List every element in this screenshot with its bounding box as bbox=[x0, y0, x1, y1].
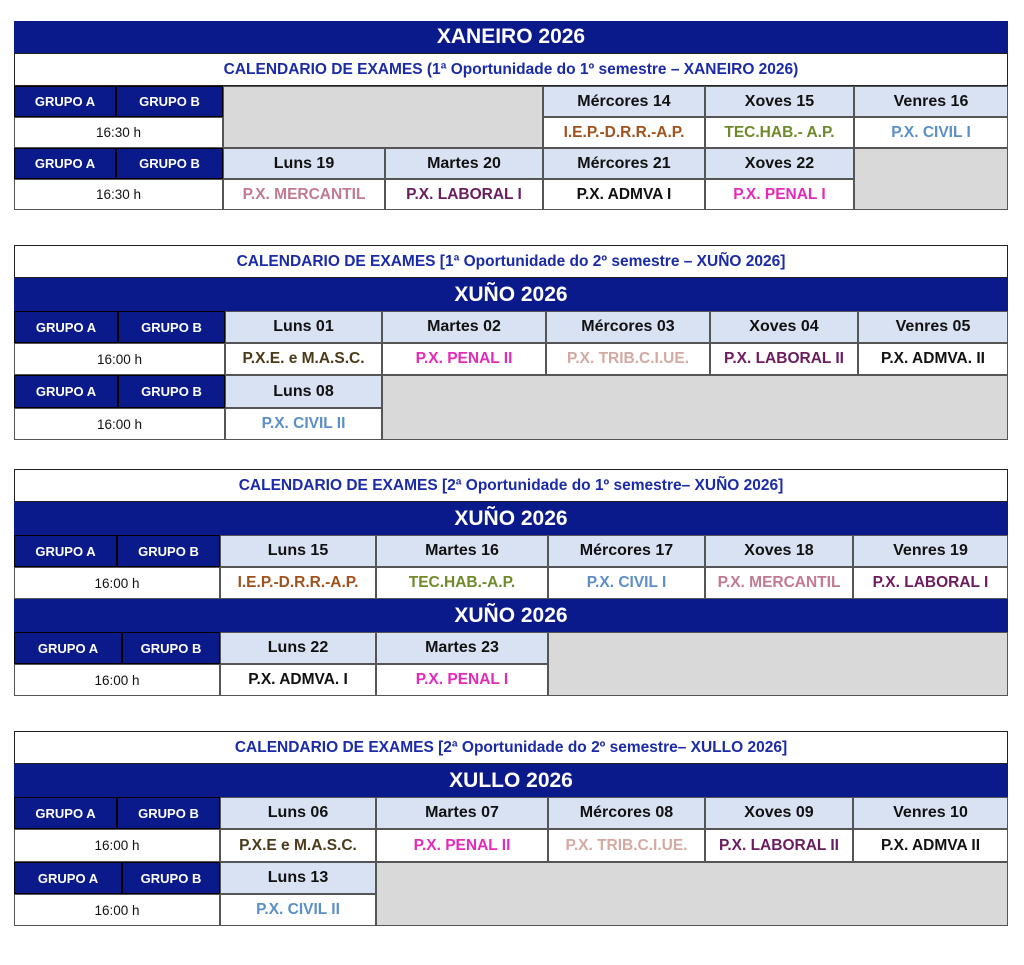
day-header: Venres 19 bbox=[853, 535, 1008, 567]
calendar-block-xuno-2 bbox=[14, 469, 1008, 696]
day-header: Luns 13 bbox=[220, 862, 376, 894]
exam-subject: P.X. MERCANTIL bbox=[705, 567, 853, 599]
group-b-label: GRUPO B bbox=[117, 535, 220, 567]
group-b-label: GRUPO B bbox=[116, 148, 223, 179]
day-header: Luns 08 bbox=[225, 375, 382, 408]
month-banner bbox=[14, 278, 1008, 311]
exam-time: 16:00 h bbox=[14, 894, 220, 926]
block-title: CALENDARIO DE EXAMES [1ª Oportunidade do 2º semestre – XUÑO 2026] bbox=[14, 245, 1008, 278]
exam-subject: P.X. LABORAL I bbox=[385, 179, 543, 210]
exam-subject: P.X. ADMVA I bbox=[543, 179, 705, 210]
month-title: XULLO 2026 bbox=[14, 764, 1008, 797]
day-header: Martes 07 bbox=[376, 797, 548, 829]
month-title: XUÑO 2026 bbox=[14, 278, 1008, 311]
day-header: Luns 15 bbox=[220, 535, 376, 567]
block-title: CALENDARIO DE EXAMES [2ª Oportunidade do 1º semestre– XUÑO 2026] bbox=[14, 469, 1008, 502]
exam-subject: P.X. CIVIL I bbox=[548, 567, 705, 599]
calendar-block-xaneiro bbox=[14, 21, 1008, 210]
day-header: Mércores 21 bbox=[543, 148, 705, 179]
week2-header-row bbox=[14, 862, 1008, 894]
day-header: Martes 16 bbox=[376, 535, 548, 567]
calendar-block-xuno-1 bbox=[14, 245, 1008, 440]
day-header: Xoves 22 bbox=[705, 148, 854, 179]
block-title: CALENDARIO DE EXAMES [2ª Oportunidade do 2º semestre– XULLO 2026] bbox=[14, 731, 1008, 764]
week2-exam-row bbox=[14, 894, 1008, 926]
block-title-row bbox=[14, 731, 1008, 764]
day-header: Luns 01 bbox=[225, 311, 382, 343]
exam-subject: P.X. PENAL I bbox=[376, 664, 548, 696]
exam-subject: P.X. CIVIL I bbox=[854, 117, 1008, 148]
week2-header-row bbox=[14, 632, 1008, 664]
day-header: Xoves 04 bbox=[710, 311, 858, 343]
month-banner bbox=[14, 764, 1008, 797]
week1-exam-row bbox=[14, 343, 1008, 375]
week2-exam-row bbox=[14, 664, 1008, 696]
exam-subject: P.X. MERCANTIL bbox=[223, 179, 385, 210]
day-header: Venres 16 bbox=[854, 86, 1008, 117]
day-header: Venres 10 bbox=[853, 797, 1008, 829]
day-header: Luns 06 bbox=[220, 797, 376, 829]
group-a-label: GRUPO A bbox=[14, 535, 117, 567]
exam-time: 16:30 h bbox=[14, 179, 223, 210]
week2-header-row bbox=[14, 375, 1008, 408]
exam-time: 16:00 h bbox=[14, 664, 220, 696]
exam-time: 16:00 h bbox=[14, 829, 220, 862]
exam-subject: P.X. PENAL I bbox=[705, 179, 854, 210]
week2-exam-row bbox=[14, 179, 1008, 210]
exam-time: 16:00 h bbox=[14, 343, 225, 375]
exam-subject: P.X. TRIB.C.I.UE. bbox=[548, 829, 705, 862]
exam-subject: P.X. ADMVA. I bbox=[220, 664, 376, 696]
group-b-label: GRUPO B bbox=[122, 632, 220, 664]
day-header: Venres 05 bbox=[858, 311, 1008, 343]
day-header: Luns 19 bbox=[223, 148, 385, 179]
block-title: CALENDARIO DE EXAMES (1ª Oportunidade do 1º semestre – XANEIRO 2026) bbox=[14, 53, 1008, 86]
week1-exam-row bbox=[14, 567, 1008, 599]
exam-subject: P.X.E. e M.A.S.C. bbox=[225, 343, 382, 375]
group-b-label: GRUPO B bbox=[117, 797, 220, 829]
group-a-label: GRUPO A bbox=[14, 86, 116, 117]
group-a-label: GRUPO A bbox=[14, 311, 118, 343]
day-header: Xoves 09 bbox=[705, 797, 853, 829]
day-header: Mércores 03 bbox=[546, 311, 710, 343]
exam-subject: I.E.P.-D.R.R.-A.P. bbox=[543, 117, 705, 148]
exam-subject: TEC.HAB.- A.P. bbox=[705, 117, 854, 148]
exam-subject: P.X. LABORAL II bbox=[710, 343, 858, 375]
day-header: Martes 20 bbox=[385, 148, 543, 179]
block-title-row bbox=[14, 245, 1008, 278]
calendar-block-xullo bbox=[14, 731, 1008, 926]
month-banner bbox=[14, 502, 1008, 535]
block-title-row bbox=[14, 469, 1008, 502]
exam-subject: P.X. ADMVA II bbox=[853, 829, 1008, 862]
week1-header-row bbox=[14, 311, 1008, 343]
month-title: XUÑO 2026 bbox=[14, 502, 1008, 535]
day-header: Martes 23 bbox=[376, 632, 548, 664]
group-a-label: GRUPO A bbox=[14, 148, 116, 179]
group-b-label: GRUPO B bbox=[118, 311, 225, 343]
group-a-label: GRUPO A bbox=[14, 375, 118, 408]
exam-time: 16:00 h bbox=[14, 567, 220, 599]
exam-subject: I.E.P.-D.R.R.-A.P. bbox=[220, 567, 376, 599]
exam-subject: P.X. LABORAL II bbox=[705, 829, 853, 862]
exam-time: 16:30 h bbox=[14, 117, 223, 148]
group-b-label: GRUPO B bbox=[122, 862, 220, 894]
group-b-label: GRUPO B bbox=[116, 86, 223, 117]
month-title: XANEIRO 2026 bbox=[14, 21, 1008, 53]
block-title-row bbox=[14, 53, 1008, 86]
day-header: Xoves 18 bbox=[705, 535, 853, 567]
week1-header-row bbox=[14, 86, 1008, 117]
exam-subject: P.X. CIVIL II bbox=[220, 894, 376, 926]
exam-subject: P.X. ADMVA. II bbox=[858, 343, 1008, 375]
group-a-label: GRUPO A bbox=[14, 862, 122, 894]
group-a-label: GRUPO A bbox=[14, 797, 117, 829]
exam-subject: TEC.HAB.-A.P. bbox=[376, 567, 548, 599]
exam-subject: P.X. LABORAL I bbox=[853, 567, 1008, 599]
week1-exam-row bbox=[14, 117, 1008, 148]
month-title: XUÑO 2026 bbox=[14, 599, 1008, 632]
exam-subject: P.X. PENAL II bbox=[376, 829, 548, 862]
day-header: Mércores 14 bbox=[543, 86, 705, 117]
week1-header-row bbox=[14, 797, 1008, 829]
week1-exam-row bbox=[14, 829, 1008, 862]
day-header: Xoves 15 bbox=[705, 86, 854, 117]
week2-header-row bbox=[14, 148, 1008, 179]
week1-header-row bbox=[14, 535, 1008, 567]
week2-exam-row bbox=[14, 408, 1008, 440]
exam-time: 16:00 h bbox=[14, 408, 225, 440]
month-banner bbox=[14, 21, 1008, 53]
exam-subject: P.X. CIVIL II bbox=[225, 408, 382, 440]
month-banner bbox=[14, 599, 1008, 632]
exam-subject: P.X. TRIB.C.I.UE. bbox=[546, 343, 710, 375]
group-b-label: GRUPO B bbox=[118, 375, 225, 408]
exam-subject: P.X.E e M.A.S.C. bbox=[220, 829, 376, 862]
day-header: Mércores 08 bbox=[548, 797, 705, 829]
exam-subject: P.X. PENAL II bbox=[382, 343, 546, 375]
day-header: Luns 22 bbox=[220, 632, 376, 664]
day-header: Martes 02 bbox=[382, 311, 546, 343]
group-a-label: GRUPO A bbox=[14, 632, 122, 664]
day-header: Mércores 17 bbox=[548, 535, 705, 567]
